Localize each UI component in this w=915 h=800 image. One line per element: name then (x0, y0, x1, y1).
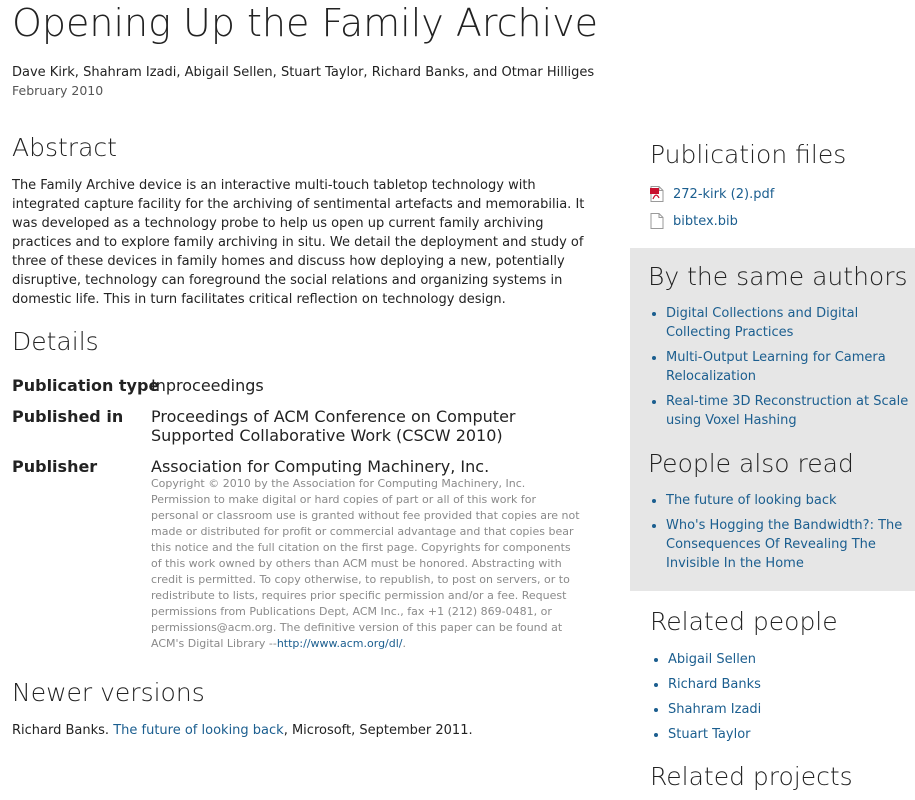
related-person-link[interactable]: Abigail Sellen (668, 652, 757, 667)
same-authors-heading: By the same authors (648, 262, 908, 291)
publication-type-label: Publication type (12, 376, 160, 395)
newer-version-link[interactable]: The future of looking back (113, 723, 284, 738)
file-icon (650, 213, 664, 229)
same-author-link[interactable]: Real-time 3D Reconstruction at Scale using Voxel Hashing (666, 394, 909, 428)
same-author-link[interactable]: Multi-Output Learning for Camera Relocalization (666, 350, 886, 384)
grey-panel (630, 248, 915, 591)
page-title: Opening Up the Family Archive (12, 1, 599, 45)
publisher-value-block (151, 457, 581, 652)
copyright-text: Copyright © 2010 by the Association for Computing Machinery, Inc. Permission to make digital or hard copies of part or all of this work for personal or classroom use is granted without fee provided that copies are not made or distributed for profit or commercial advantage and that copies bear this notice and the full citation on the first page. Copyrights for components of this work owned by others than ACM must be honored. Abstracting with credit is permitted. To copy otherwise, to republish, to post on servers, or to redistribute to lists, requires prior specific permission and/or a fee. Request permissions from Publications Dept, ACM Inc., fax +1 (212) 869-0481, or permissions@acm.org. The definitive version of this paper can be found at ACM's Digital Library -- (151, 477, 580, 650)
pdf-file-icon (650, 186, 664, 202)
publication-date: February 2010 (12, 83, 104, 98)
list-item (668, 675, 913, 694)
newer-version-entry (12, 721, 473, 740)
publication-files-heading: Publication files (650, 140, 847, 169)
list-item (666, 516, 911, 573)
published-in-value: Proceedings of ACM Conference on Computer Supported Collaborative Work (CSCW 2010) (151, 407, 516, 445)
list-item (666, 491, 911, 510)
list-item (668, 650, 913, 669)
also-read-link[interactable]: The future of looking back (666, 493, 837, 508)
newer-versions-heading: Newer versions (12, 678, 205, 707)
copyright-end: . (402, 637, 406, 650)
pdf-file-name: 272-kirk (2).pdf (673, 186, 775, 202)
publication-type-value: Inproceedings (151, 376, 264, 395)
list-item (666, 392, 911, 430)
newer-version-suffix: , Microsoft, September 2011. (283, 723, 473, 738)
list-item (668, 725, 913, 744)
authors: Dave Kirk, Shahram Izadi, Abigail Sellen, Stuart Taylor, Richard Banks, and Otmar Hilliges (12, 65, 595, 80)
related-person-link[interactable]: Richard Banks (668, 677, 761, 692)
related-people-list (632, 650, 913, 750)
also-read-list (630, 491, 911, 579)
details-heading: Details (12, 327, 99, 356)
related-person-link[interactable]: Shahram Izadi (668, 702, 762, 717)
published-in-label: Published in (12, 407, 124, 426)
list-item (666, 348, 911, 386)
related-projects-heading: Related projects (650, 762, 853, 791)
bib-file-link[interactable] (650, 211, 738, 231)
same-author-link[interactable]: Digital Collections and Digital Collecting Practices (666, 306, 859, 340)
publisher-label: Publisher (12, 457, 98, 476)
also-read-link[interactable]: Who's Hogging the Bandwidth?: The Consequences Of Revealing The Invisible In the Home (666, 518, 903, 571)
acm-dl-link[interactable]: http://www.acm.org/dl/ (276, 637, 403, 650)
abstract-heading: Abstract (12, 133, 117, 162)
related-person-link[interactable]: Stuart Taylor (668, 727, 751, 742)
copyright-notice (151, 476, 581, 652)
list-item (666, 304, 911, 342)
list-item (668, 700, 913, 719)
abstract-text: The Family Archive device is an interactive multi-touch tabletop technology with integrated capture facility for the archiving of sentimental artefacts and memorabilia. It was developed as a technology probe to help us open up current family archiving practices and to explore family archiving in situ. We detail the deployment and study of three of these devices in family homes and discuss how deploying a new, potentially disruptive, technology can foreground the social relations and organizing systems in domestic life. This in turn facilitates critical reflection on technology design. (12, 178, 585, 307)
related-people-heading: Related people (650, 607, 838, 636)
same-authors-list (630, 304, 911, 436)
newer-version-author: Richard Banks. (12, 723, 110, 738)
pdf-file-link[interactable] (650, 184, 774, 204)
publisher-value: Association for Computing Machinery, Inc. (151, 457, 490, 476)
bib-file-name: bibtex.bib (673, 213, 738, 229)
also-read-heading: People also read (648, 449, 854, 478)
